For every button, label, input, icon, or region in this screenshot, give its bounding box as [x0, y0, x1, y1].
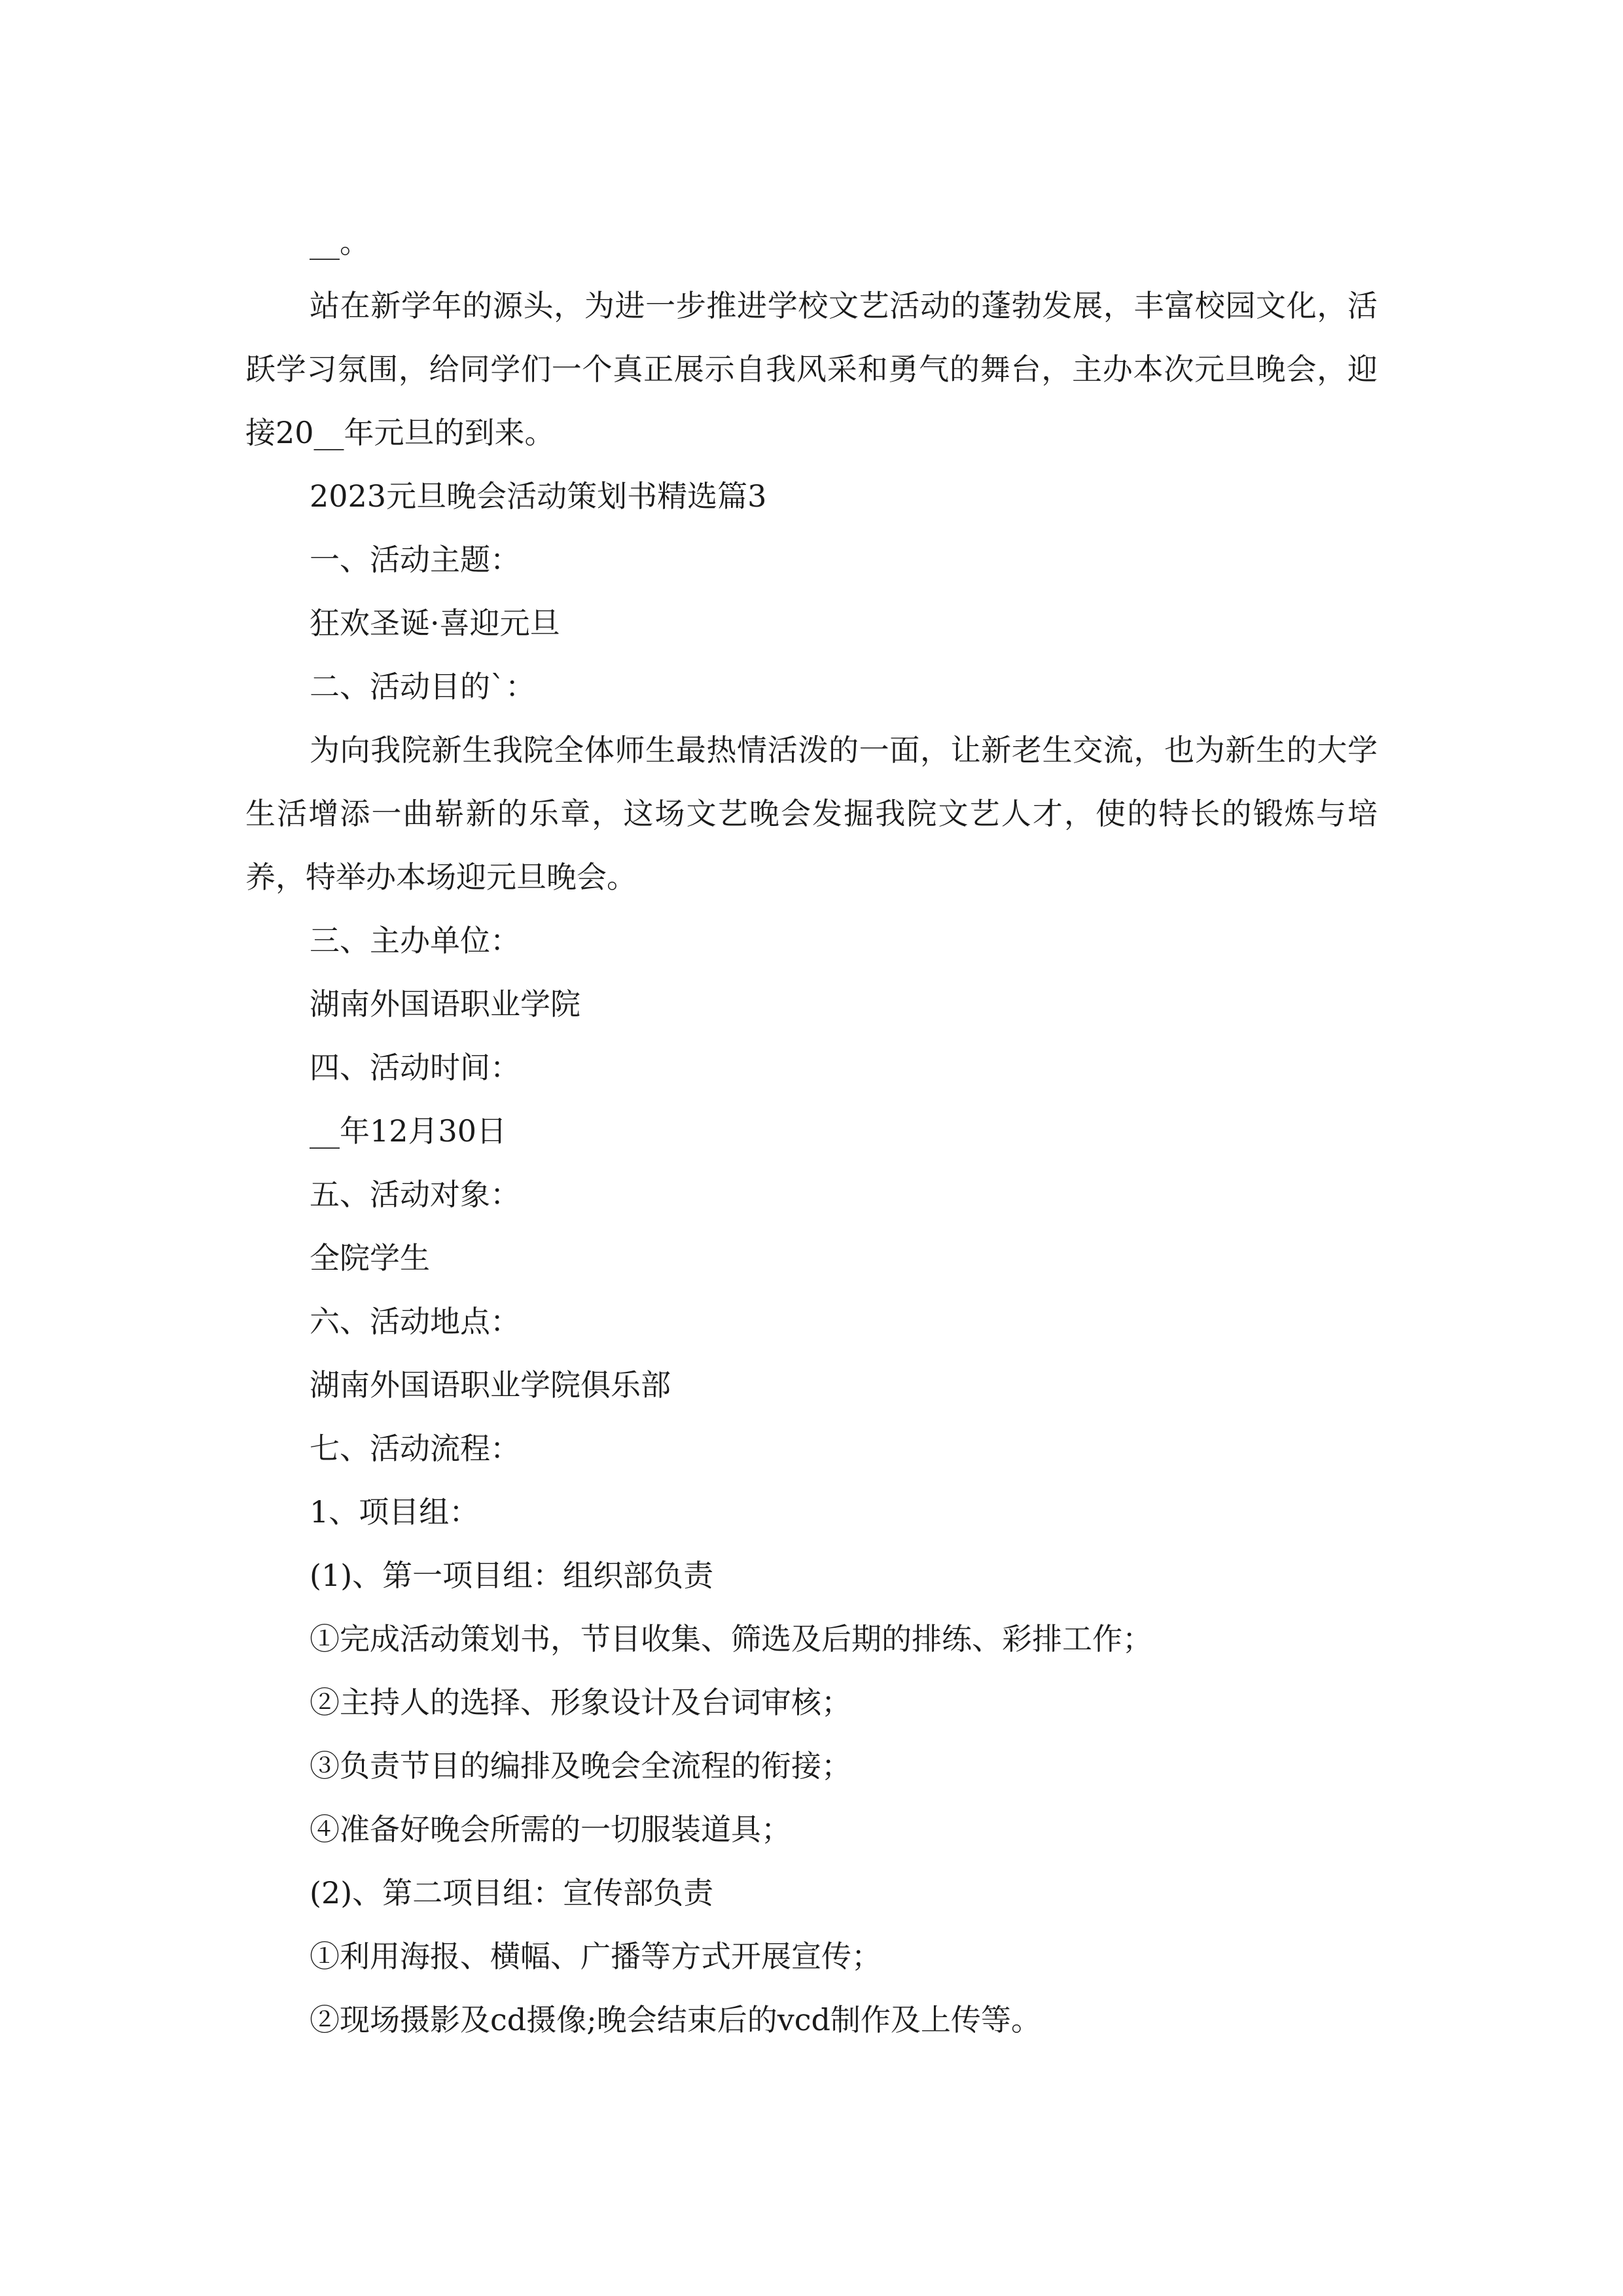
paragraph: ②主持人的选择、形象设计及台词审核； — [310, 1685, 851, 1720]
paragraph: 三、主办单位： — [310, 923, 520, 958]
paragraph: 七、活动流程： — [310, 1431, 520, 1466]
paragraph: 四、活动时间： — [310, 1050, 520, 1085]
paragraph: 狂欢圣诞·喜迎元旦 — [310, 605, 560, 641]
paragraph: __年12月30日 — [310, 1113, 507, 1149]
paragraph: 五、活动对象： — [310, 1177, 520, 1212]
paragraph: 湖南外国语职业学院 — [310, 986, 580, 1022]
paragraph: 全院学生 — [310, 1240, 430, 1276]
paragraph: 二、活动目的`： — [310, 669, 535, 704]
paragraph: 站在新学年的源头，为进一步推进学校文艺活动的蓬勃发展，丰富校园文化，活跃学习氛围，给同学们一个真正展示自我风采和勇气的舞台，主办本次元旦晚会，迎接20__年元旦的到来。 — [245, 288, 1378, 450]
paragraph: 六、活动地点： — [310, 1304, 520, 1339]
section-heading: 2023元旦晚会活动策划书精选篇3 — [310, 478, 767, 514]
paragraph: (1)、第一项目组：组织部负责 — [310, 1558, 714, 1593]
paragraph: ④准备好晚会所需的一切服装道具； — [310, 1812, 791, 1847]
paragraph: ②现场摄影及cd摄像;晚会结束后的vcd制作及上传等。 — [310, 2002, 1041, 2037]
paragraph: __。 — [310, 224, 370, 260]
paragraph: ①利用海报、横幅、广播等方式开展宣传； — [310, 1939, 882, 1974]
paragraph: 为向我院新生我院全体师生最热情活泼的一面，让新老生交流，也为新生的大学生活增添一曲崭新的乐章，这场文艺晚会发掘我院文艺人才，使的特长的锻炼与培养，特举办本场迎元旦晚会。 — [245, 732, 1378, 895]
paragraph: (2)、第二项目组：宣传部负责 — [310, 1875, 714, 1910]
paragraph: 湖南外国语职业学院俱乐部 — [310, 1367, 671, 1403]
paragraph: 1、项目组： — [310, 1494, 480, 1530]
paragraph: 一、活动主题： — [310, 542, 520, 577]
paragraph: ③负责节目的编排及晚会全流程的衔接； — [310, 1748, 851, 1784]
document-body — [245, 211, 1378, 2052]
paragraph: ①完成活动策划书，节目收集、筛选及后期的排练、彩排工作； — [310, 1621, 1152, 1657]
